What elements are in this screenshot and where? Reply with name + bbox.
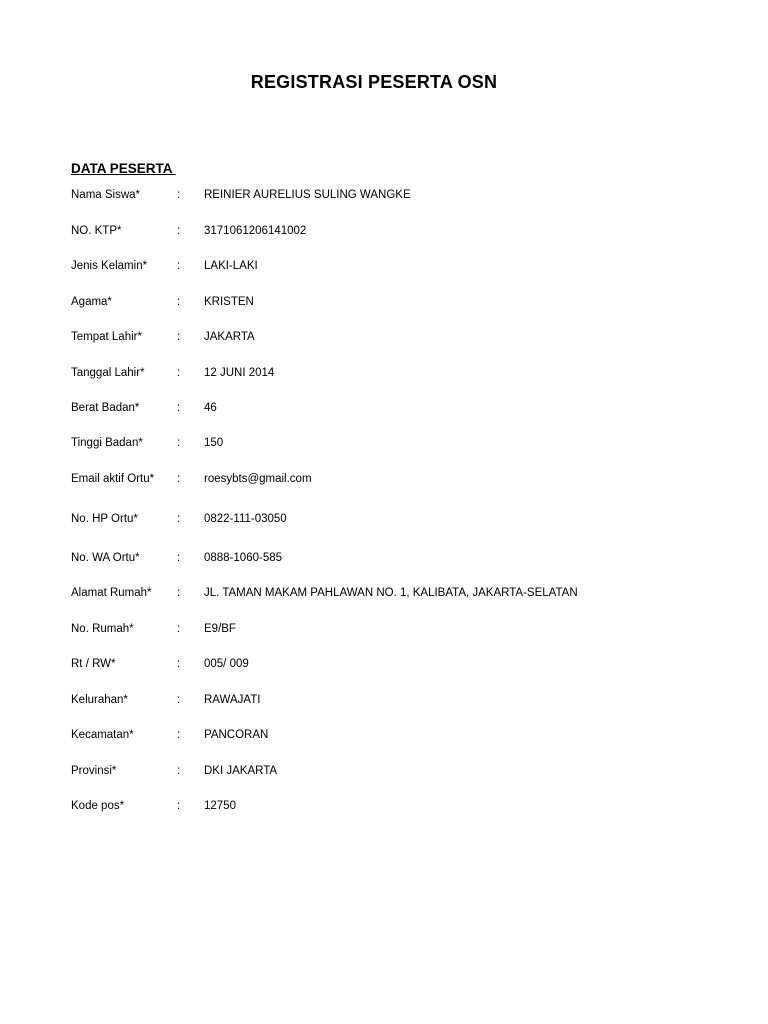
field-label: NO. KTP* bbox=[71, 225, 122, 237]
field-value: PANCORAN bbox=[204, 729, 269, 741]
field-separator: : bbox=[177, 800, 181, 812]
field-row bbox=[0, 222, 768, 240]
field-label: No. HP Ortu* bbox=[71, 513, 138, 525]
field-separator: : bbox=[177, 437, 181, 449]
field-separator: : bbox=[177, 296, 181, 308]
field-separator: : bbox=[177, 694, 181, 706]
section-title: DATA PESERTA bbox=[71, 161, 176, 176]
field-row bbox=[0, 691, 768, 709]
field-row bbox=[0, 364, 768, 382]
field-row bbox=[0, 510, 768, 528]
field-label: No. WA Ortu* bbox=[71, 552, 140, 564]
field-label: Nama Siswa* bbox=[71, 189, 141, 201]
field-row bbox=[0, 470, 768, 488]
field-separator: : bbox=[177, 587, 181, 599]
field-value: JAKARTA bbox=[204, 331, 255, 343]
field-value: JL. TAMAN MAKAM PAHLAWAN NO. 1, KALIBATA, JAKARTA-SELATAN bbox=[204, 587, 578, 599]
field-separator: : bbox=[177, 623, 181, 635]
field-value: 12 JUNI 2014 bbox=[204, 367, 275, 379]
field-row bbox=[0, 620, 768, 638]
field-separator: : bbox=[177, 189, 181, 201]
field-label: Agama* bbox=[71, 296, 112, 308]
field-label: Rt / RW* bbox=[71, 658, 116, 670]
field-value: roesybts@gmail.com bbox=[204, 473, 312, 485]
page-title: REGISTRASI PESERTA OSN bbox=[250, 72, 498, 92]
field-separator: : bbox=[177, 260, 181, 272]
field-row bbox=[0, 549, 768, 567]
field-row bbox=[0, 293, 768, 311]
field-row bbox=[0, 655, 768, 673]
field-value: 005/ 009 bbox=[204, 658, 249, 670]
field-label: Berat Badan* bbox=[71, 402, 140, 414]
field-separator: : bbox=[177, 473, 181, 485]
field-value: LAKI-LAKI bbox=[204, 260, 258, 272]
field-label: Kecamatan* bbox=[71, 729, 134, 741]
field-label: Provinsi* bbox=[71, 765, 117, 777]
field-row bbox=[0, 584, 768, 602]
field-separator: : bbox=[177, 331, 181, 343]
field-value: 46 bbox=[204, 402, 217, 414]
field-value: 150 bbox=[204, 437, 224, 449]
field-separator: : bbox=[177, 552, 181, 564]
field-separator: : bbox=[177, 658, 181, 670]
field-row bbox=[0, 257, 768, 275]
field-row bbox=[0, 434, 768, 452]
field-value: 0888-1060-585 bbox=[204, 552, 283, 564]
field-value: 0822-111-03050 bbox=[204, 513, 287, 525]
field-row bbox=[0, 399, 768, 417]
field-row bbox=[0, 797, 768, 815]
field-value: 3171061206141002 bbox=[204, 225, 307, 237]
field-value: E9/BF bbox=[204, 623, 236, 635]
field-label: Jenis Kelamin* bbox=[71, 260, 148, 272]
field-value: 12750 bbox=[204, 800, 236, 812]
field-label: Kelurahan* bbox=[71, 694, 128, 706]
field-value: REINIER AURELIUS SULING WANGKE bbox=[204, 189, 411, 201]
field-label: Email aktif Ortu* bbox=[71, 473, 155, 485]
field-separator: : bbox=[177, 225, 181, 237]
field-separator: : bbox=[177, 765, 181, 777]
field-separator: : bbox=[177, 729, 181, 741]
field-row bbox=[0, 186, 768, 204]
field-separator: : bbox=[177, 513, 181, 525]
field-label: Alamat Rumah* bbox=[71, 587, 152, 599]
field-label: No. Rumah* bbox=[71, 623, 134, 635]
field-separator: : bbox=[177, 402, 181, 414]
field-label: Tinggi Badan* bbox=[71, 437, 143, 449]
field-value: KRISTEN bbox=[204, 296, 254, 308]
field-label: Kode pos* bbox=[71, 800, 125, 812]
field-label: Tempat Lahir* bbox=[71, 331, 142, 343]
field-row bbox=[0, 762, 768, 780]
field-separator: : bbox=[177, 367, 181, 379]
field-value: DKI JAKARTA bbox=[204, 765, 278, 777]
field-row bbox=[0, 726, 768, 744]
field-row bbox=[0, 328, 768, 346]
field-label: Tanggal Lahir* bbox=[71, 367, 145, 379]
field-value: RAWAJATI bbox=[204, 694, 261, 706]
